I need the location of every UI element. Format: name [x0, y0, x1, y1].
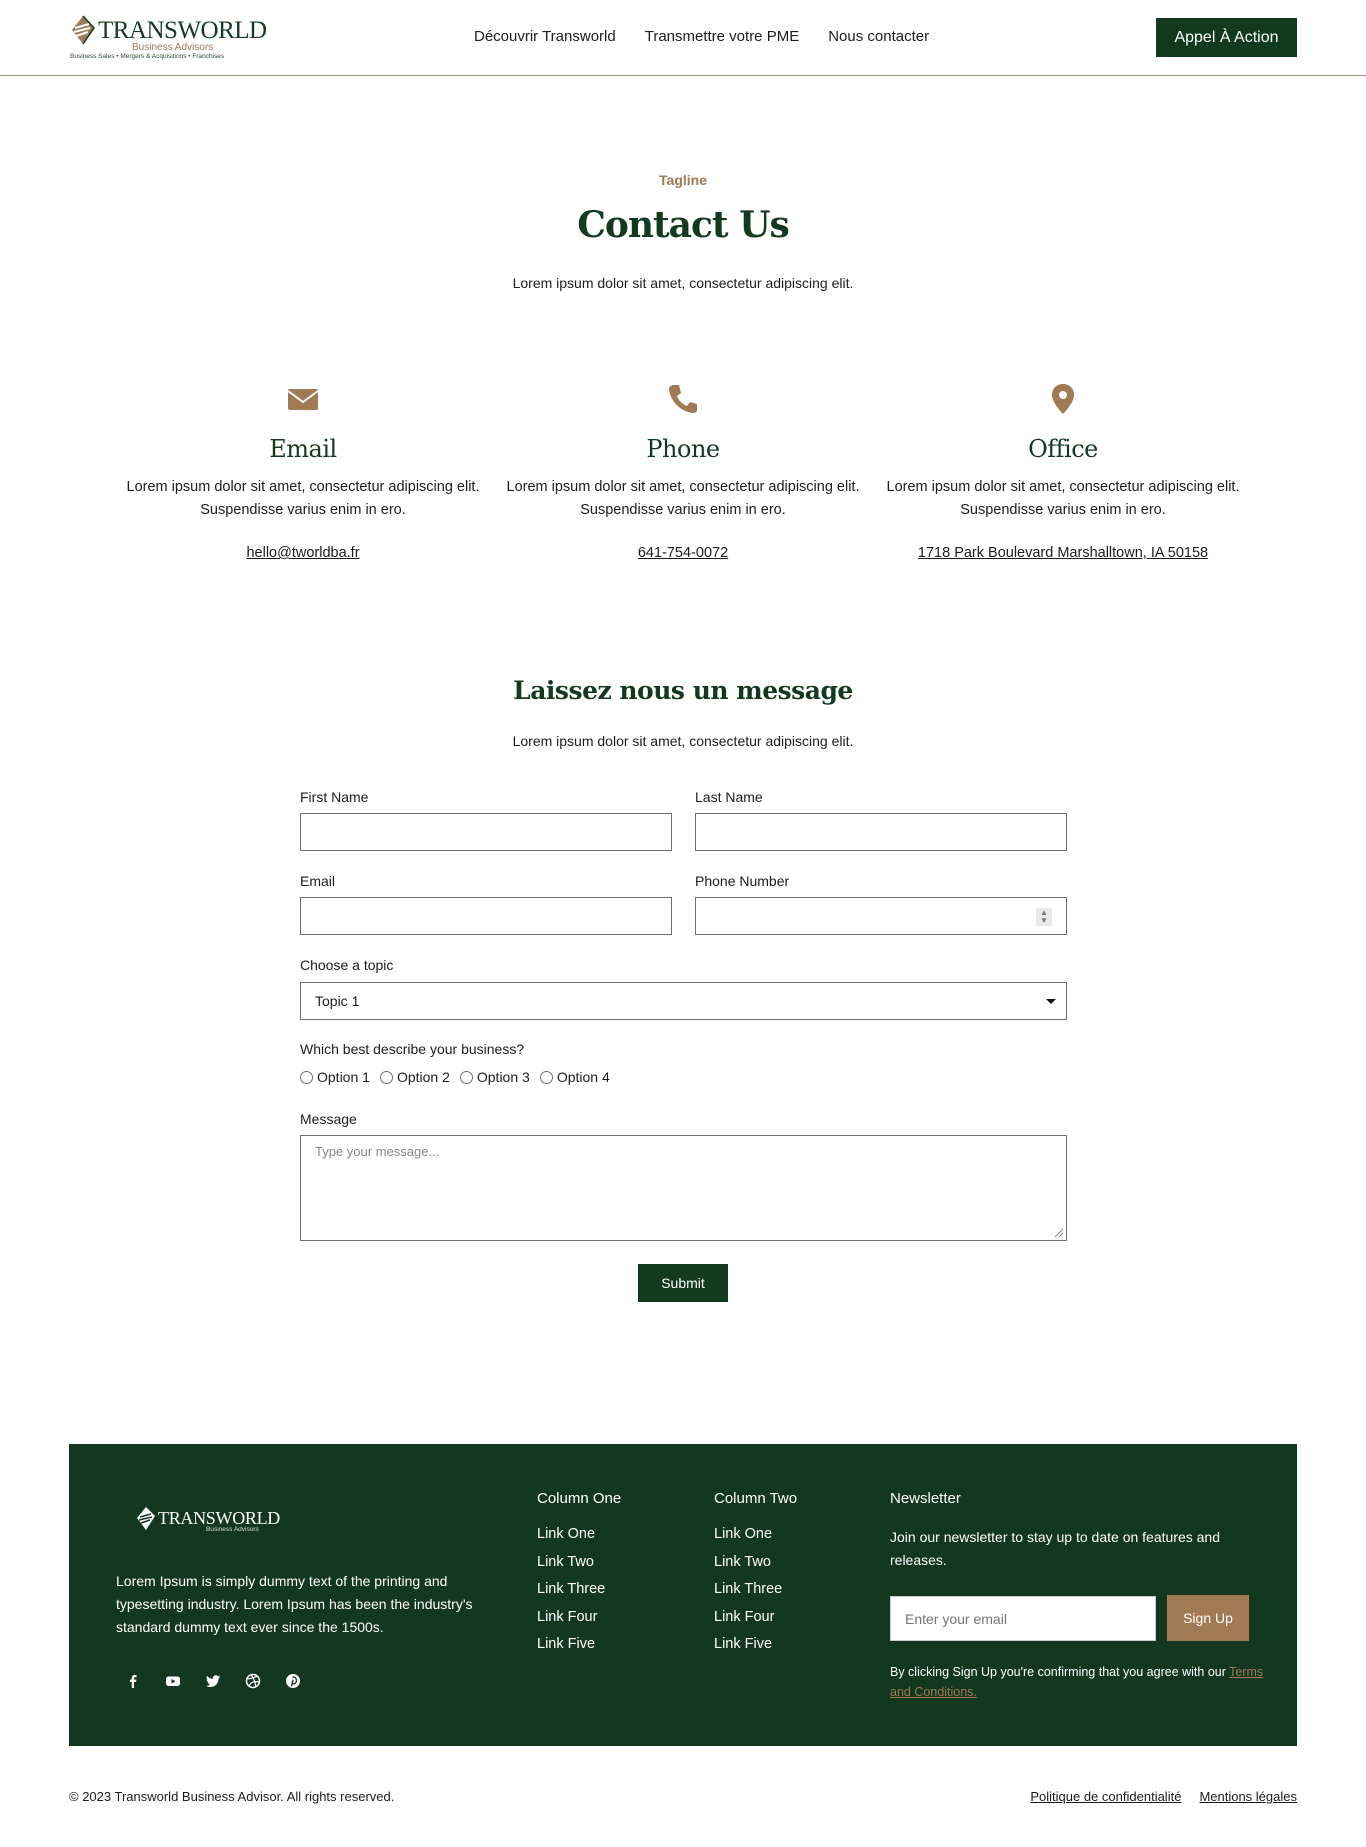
transworld-logo-icon: [136, 1506, 156, 1532]
hero-tagline: Tagline: [659, 172, 707, 188]
form-subtitle: Lorem ipsum dolor sit amet, consectetur adipiscing elit.: [512, 733, 854, 749]
footer-link[interactable]: Link Five: [714, 1636, 773, 1653]
topic-label: Choose a topic: [300, 957, 394, 973]
address-link[interactable]: 1718 Park Boulevard Marshalltown, IA 50158: [917, 545, 1209, 561]
footer-link[interactable]: Link Four: [714, 1608, 775, 1625]
number-stepper[interactable]: ▲ ▼: [1036, 908, 1052, 926]
radio-option-1[interactable]: [300, 1069, 370, 1085]
newsletter-title: Newsletter: [890, 1490, 961, 1507]
radio-option-3[interactable]: [460, 1069, 530, 1085]
logo-name: TRANSWORLD: [98, 17, 267, 44]
newsletter-description: Join our newsletter to stay up to date on features and releases.: [890, 1529, 1220, 1568]
footer-column-title: Column Two: [714, 1490, 798, 1507]
header-logo[interactable]: [70, 14, 267, 62]
twitter-icon[interactable]: [204, 1672, 222, 1690]
radio-label: Option 3: [476, 1069, 530, 1085]
map-pin-icon: [1046, 382, 1080, 416]
footer-column-two: [714, 1490, 797, 1659]
newsletter-legal-text: By clicking Sign Up you're confirming that you agree with our: [890, 1665, 1226, 1679]
logo-subtitle: Business Advisors: [132, 42, 214, 53]
footer-logo-subtitle: Business Advisors: [206, 1526, 259, 1533]
site-footer: [69, 1444, 1297, 1746]
main-nav: [474, 28, 929, 46]
transworld-logo-icon: [70, 14, 96, 50]
contact-card-phone: [503, 382, 863, 562]
topic-select-value: Topic 1: [315, 993, 360, 1009]
contact-card-title: Email: [269, 435, 337, 463]
submit-button[interactable]: Submit: [638, 1264, 728, 1302]
message-label: Message: [300, 1111, 357, 1127]
email-link[interactable]: hello@tworldba.fr: [246, 545, 360, 561]
footer-link[interactable]: Link Three: [714, 1581, 783, 1598]
radio-button[interactable]: [460, 1071, 473, 1084]
footer-link[interactable]: Link Three: [537, 1581, 606, 1598]
legal-notice-link[interactable]: Mentions légales: [1199, 1789, 1297, 1804]
caret-down-icon: [1046, 999, 1056, 1004]
legal-links: [1030, 1789, 1297, 1804]
sign-up-button[interactable]: Sign Up: [1167, 1595, 1249, 1641]
footer-description: Lorem Ipsum is simply dummy text of the printing and typesetting industry. Lorem Ipsum has been the industry's standard dummy text ever since the 1500s.: [116, 1573, 473, 1635]
contact-card-text: Lorem ipsum dolor sit amet, consectetur adipiscing elit. Suspendisse varius enim in ero.: [126, 479, 480, 518]
radio-option-2[interactable]: [380, 1069, 450, 1085]
cta-button[interactable]: Appel À Action: [1156, 18, 1297, 57]
footer-link[interactable]: Link Two: [714, 1553, 771, 1570]
hero-subtitle: Lorem ipsum dolor sit amet, consectetur adipiscing elit.: [512, 275, 854, 291]
page-title: Contact Us: [577, 204, 789, 246]
facebook-icon[interactable]: [124, 1672, 142, 1690]
envelope-icon: [286, 382, 320, 416]
footer-link[interactable]: Link Four: [537, 1608, 598, 1625]
footer-column-one: [537, 1490, 621, 1659]
message-placeholder: Type your message...: [315, 1144, 440, 1159]
radio-button[interactable]: [300, 1071, 313, 1084]
contact-card-title: Office: [1028, 435, 1098, 463]
privacy-policy-link[interactable]: Politique de confidentialité: [1030, 1789, 1182, 1804]
last-name-field[interactable]: [695, 813, 1067, 851]
last-name-label: Last Name: [695, 789, 763, 805]
nav-link-decouvrir[interactable]: Découvrir Transworld: [474, 28, 616, 45]
form-title: Laissez nous un message: [513, 676, 853, 705]
copyright-text: © 2023 Transworld Business Advisor. All rights reserved.: [69, 1789, 395, 1804]
footer-link[interactable]: Link One: [537, 1526, 596, 1542]
site-header: [0, 0, 1366, 76]
first-name-label: First Name: [300, 789, 369, 805]
business-radio-group: [300, 1069, 610, 1085]
message-field[interactable]: [300, 1135, 1067, 1241]
terms-link[interactable]: Terms and Conditions.: [890, 1665, 1264, 1699]
email-label: Email: [300, 873, 336, 889]
newsletter-legal: [890, 1662, 1270, 1702]
email-field[interactable]: [300, 897, 672, 935]
contact-card-text: Lorem ipsum dolor sit amet, consectetur adipiscing elit. Suspendisse varius enim in ero.: [506, 479, 860, 518]
footer-column-title: Column One: [537, 1490, 622, 1507]
radio-label: Option 4: [556, 1069, 610, 1085]
business-question-label: Which best describe your business?: [300, 1041, 525, 1057]
radio-label: Option 1: [317, 1069, 370, 1085]
youtube-icon[interactable]: [164, 1672, 182, 1690]
contact-card-title: Phone: [646, 435, 720, 463]
resize-handle-icon[interactable]: [1054, 1228, 1064, 1238]
phone-number-field[interactable]: [695, 897, 1067, 935]
newsletter-email-input[interactable]: [890, 1596, 1156, 1641]
contact-card-text: Lorem ipsum dolor sit amet, consectetur adipiscing elit. Suspendisse varius enim in ero.: [886, 479, 1240, 518]
phone-icon: [666, 382, 700, 416]
nav-link-contact[interactable]: Nous contacter: [828, 28, 930, 45]
radio-button[interactable]: [380, 1071, 393, 1084]
contact-card-office: [883, 382, 1243, 562]
phone-number-label: Phone Number: [695, 873, 790, 889]
contact-card-email: [123, 382, 483, 562]
social-links: [124, 1672, 302, 1690]
phone-link[interactable]: 641-754-0072: [637, 545, 729, 561]
dribbble-icon[interactable]: [244, 1672, 262, 1690]
logo-tagline: Business Sales • Mergers & Acquisitions • Franchises: [70, 53, 225, 60]
footer-logo-name: TRANSWORLD: [158, 1508, 280, 1528]
nav-link-transmettre[interactable]: Transmettre votre PME: [644, 28, 800, 45]
footer-link[interactable]: Link Two: [537, 1553, 594, 1570]
footer-logo[interactable]: [136, 1506, 280, 1534]
radio-button[interactable]: [540, 1071, 553, 1084]
footer-link[interactable]: Link Five: [537, 1636, 596, 1653]
footer-link[interactable]: Link One: [714, 1526, 773, 1542]
first-name-field[interactable]: [300, 813, 672, 851]
radio-label: Option 2: [396, 1069, 450, 1085]
pinterest-icon[interactable]: [284, 1672, 302, 1690]
topic-select[interactable]: [300, 982, 1067, 1020]
radio-option-4[interactable]: [540, 1069, 610, 1085]
